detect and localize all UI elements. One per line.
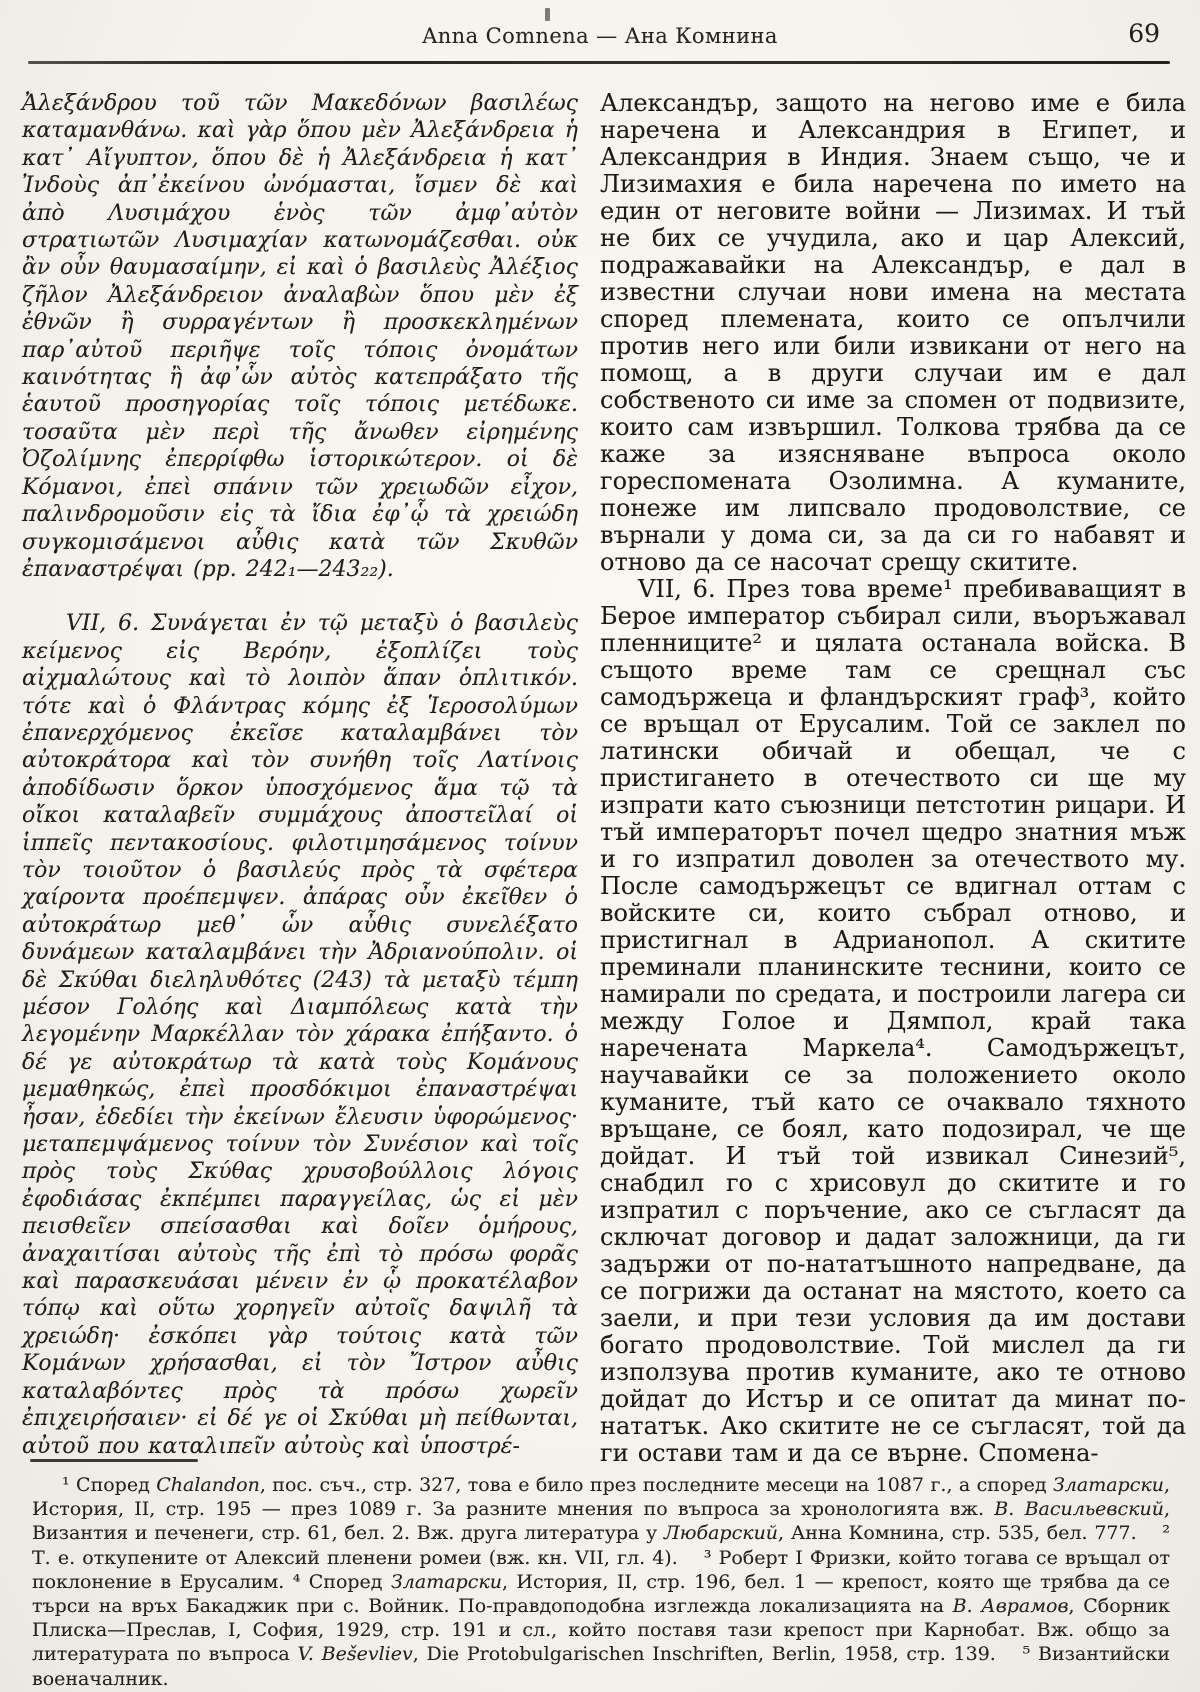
greek-paragraph-continuation: Ἀλεξάνδρου τοῦ τῶν Μακεδόνων βασιλέως καταμανθάνω. καὶ γὰρ ὅπου μὲν Ἀλεξάνδρεια ἡ κατ᾽ Αἴγυπτον, ὅπου δὲ ἡ Ἀλεξάνδρεια ἡ κατ᾽ Ἰνδοὺς ἀπ᾽ἐκείνου ὠνόμασται, ἴσμεν δὲ καὶ ἀπὸ Λυσιμάχου ἑνὸς τῶν ἀμφ᾽αὐτὸν στρατιωτῶν Λυσιμαχίαν κατωνομάζεσθαι. οὐκ ἂν οὖν θαυμασαίμην, εἰ καὶ ὁ βασιλεὺς Ἀλέξιος ζῆλον Ἀλεξάνδρειον ἀναλαβὼν ὅπου μὲν ἐξ ἐθνῶν ἢ συρραγέντων ἢ προσκεκλημένων παρ᾽αὐτοῦ περιῆψε τοῖς τόποις ὀνομάτων καινότητας ἢ ἀφ᾽ὧν αὐτὸς κατεπράξατο τῆς ἑαυτοῦ προσηγορίας τοῖς τόποις μετέδωκε. τοσαῦτα μὲν περὶ τῆς ἄνωθεν εἰρημένης Ὀζολίμνης ἐπερρίφθω ἱστορικώτερον. οἱ δὲ Κόμανοι, ἐπεὶ σπάνιν τῶν χρειωδῶν εἶχον, παλινδρομοῦσιν εἰς τὰ ἴδια ἐφ᾽ᾧ τὰ χρειώδη συγκομισάμενοι αὖθις κατὰ τῶν Σκυθῶν ἐπαναστρέψαι (pp. 242₁—243₂₂). — [22, 91, 578, 582]
footnote-cited-author: Златарски — [1052, 1474, 1164, 1496]
greek-source-column — [22, 90, 578, 1460]
bulgarian-translation-column — [600, 90, 1186, 1467]
bulgarian-paragraph-vii-6: VII, 6. През това време¹ пребиваващият в Берое император събирал сили, въоръжавал пленниците² и цялата останала войска. В същото време там се срещнал със самодържеца и фландърският граф³, който се връщал от Ерусалим. Той се заклел по латински обичай и обещал, че с пристигането в отечеството си ще му изпрати като съюзници петстотин рицари. И тъй императорът почел щедро знатния мъж и го изпратил доволен за отечеството му. После самодържецът се вдигнал оттам с войските си, които събрал отново, и пристигнал в Адрианопол. А скитите преминали планинските теснини, които се намирали по средата, и построили лагера си между Голое и Дямпол, край така наречената Маркела⁴. Самодържецът, научавайки се за положението около куманите, тъй като се очаквало тяхното връщане, се боял, като подозирал, че ще дойдат. И тъй той извикал Синезий⁵, снабдил го с хрисовул до скитите и го изпратил с поръчение, ако се съгласят да сключат договор и дадат заложници, да ги задържи от по-нататъшното напредване, да се погрижи да останат на мястото, което са заели, и при тези условия да им достави богато продоволствие. Той мислел да ги използува против куманите, ако те отново дойдат до Истър и се опитат да минат по-нататък. Ако скитите не се съгласят, той да ги остави там и да се върне. Спомена- — [600, 575, 1186, 1467]
header-rule-divider — [28, 61, 1170, 64]
footnote-text-run: , Анна Комнина, стр. 535, бел. 777. ² Т. е. откупените от Алексий пленени ромеи (вж. кн. VII, гл. 4). ³ Роберт I Фризки, който тогава се връщал от поклонение в Ерусалим. ⁴ Според — [32, 1522, 1170, 1593]
footnote-text-run: , Византия и печенеги, стр. 61, бел. 2. Вж. друга литература у — [32, 1498, 1170, 1545]
bulgarian-paragraph-continuation: Александър, защото на негово име е била наречена и Александрия в Египет, и Александрия в Индия. Знаем също, че и Лизимахия е била наречена по името на един от неговите войни — Лизимах. И тъй не бих се учудила, ако и цар Алексий, подражавайки на Александър, е дал в известни случаи нови имена на местата според племената, които се опълчили против него или били извикани от него на помощ, а в други случаи им е дал собственото си име за спомен от подвизите, които сам извършил. Толкова трябва да се каже за изясняване въпроса около гореспомената Озолимна. А куманите, понеже им липсвало продоволствие, се върнали у дома си, за да си го набавят и отново да се насочат срещу скитите. — [600, 89, 1186, 576]
footnote-text-run: , История, II, стр. 196, бел. 1 — крепост, която ще трябва да се търси на връх Бакаджик при с. Войник. По-правдоподобна изглежда локализацията на — [32, 1570, 1170, 1618]
footnote-text-run: , Сборник Плиска—Преслав, I, София, 1929, стр. 191 и сл., който поставя тази крепост при Карнобат. Вж. общо за литературата по въпроса — [32, 1595, 1171, 1666]
scan-ink-artifact — [545, 8, 550, 21]
footnote-cited-author: Chalandon — [156, 1474, 260, 1496]
footnote-text-run: , Die Protobulgarischen Inschriften, Berlin, 1958, стр. 139. ⁵ Византийски военачалник. — [32, 1643, 1171, 1690]
footnote-text-run: ¹ Според — [62, 1474, 157, 1496]
footnote-separator-rule — [30, 1459, 198, 1462]
footnote-text-run: , пос. съч., стр. 327, това е било през последните месеци на 1087 г., а според — [259, 1474, 1053, 1496]
page-number: 69 — [1128, 19, 1160, 48]
greek-paragraph-vii-6: VII, 6. Συνάγεται ἐν τῷ μεταξὺ ὁ βασιλεὺς κείμενος εἰς Βερόην, ἐξοπλίζει τοὺς αἰχμαλώτους καὶ τὸ λοιπὸν ἅπαν ὁπλιτικόν. τότε καὶ ὁ Φλάντρας κόμης ἐξ Ἱεροσολύμων ἐπανερχόμενος ἐκεῖσε καταλαμβάνει τὸν αὐτοκράτορα καὶ τὸν συνήθη τοῖς Λατίνοις ἀποδίδωσιν ὅρκον ὑποσχόμενος ἅμα τῷ τὰ οἴκοι καταλαβεῖν συμμάχους ἀποστεῖλαί οἱ ἱππεῖς πεντακοσίους. φιλοτιμησάμενος τοίνυν τὸν τοιοῦτον ὁ βασιλεύς πρὸς τὰ σφέτερα χαίροντα προέπεμψεν. ἀπάρας οὖν ἐκεῖθεν ὁ αὐτοκράτωρ μεθ᾽ ὧν αὖθις συνελέξατο δυνάμεων καταλαμβάνει τὴν Ἀδριανούπολιν. οἱ δὲ Σκύθαι διεληλυθότες (243) τὰ μεταξὺ τέμπη μέσον Γολόης καὶ Διαμπόλεως κατὰ τὴν λεγομένην Μαρκέλλαν τὸν χάρακα ἐπήξαντο. ὁ δέ γε αὐτοκράτωρ τὰ κατὰ τοὺς Κομάνους μεμαθηκώς, ἐπεὶ προσδόκιμοι ἐπαναστρέψαι ἦσαν, ἐδεδίει τὴν ἐκείνων ἔλευσιν ὑφορώμενος· μεταπεμψάμενος τοίνυν τὸν Συνέσιον καὶ τοῖς πρὸς τοὺς Σκύθας χρυσοβούλλοις λόγοις ἐφοδιάσας ἐκπέμπει παραγγείλας, ὡς εἰ μὲν πεισθεῖεν σπείσασθαι καὶ δοῖεν ὁμήρους, ἀναχαιτίσαι αὐτοὺς τῆς ἐπὶ τὸ πρόσω φορᾶς καὶ παρασκευάσαι μένειν ἐν ᾧ προκατέλαβον τόπῳ καὶ οὕτω χορηγεῖν αὐτοῖς δαψιλῆ τὰ χρειώδη· ἐσκόπει γὰρ τούτοις κατὰ τῶν Κομάνων χρήσασθαι, εἰ τὸν Ἴστρον αὖθις καταλαβόντες πρὸς τὰ πρόσω χωρεῖν ἐπιχειρήσαιεν· εἰ δέ γε οἱ Σκύθαι μὴ πείθωνται, αὐτοῦ που καταλιπεῖν αὐτοὺς καὶ ὑποστρέ- — [22, 611, 578, 1459]
footnote-cited-author: Любарский — [663, 1522, 779, 1545]
running-head-title: Anna Comnena — Ана Комнина — [422, 24, 778, 48]
footnotes-block — [32, 1473, 1170, 1691]
footnote-cited-author: В. Аврамов — [952, 1595, 1069, 1618]
footnote-cited-author: В. Васильевский — [994, 1498, 1164, 1521]
footnote-cited-author: Златарски — [390, 1570, 502, 1593]
footnote-text-run: , История, II, стр. 195 — през 1089 г. За разните мнения по въпроса за хронологията вж. — [32, 1474, 1170, 1521]
footnote-cited-author: V. Beševliev — [297, 1643, 413, 1666]
